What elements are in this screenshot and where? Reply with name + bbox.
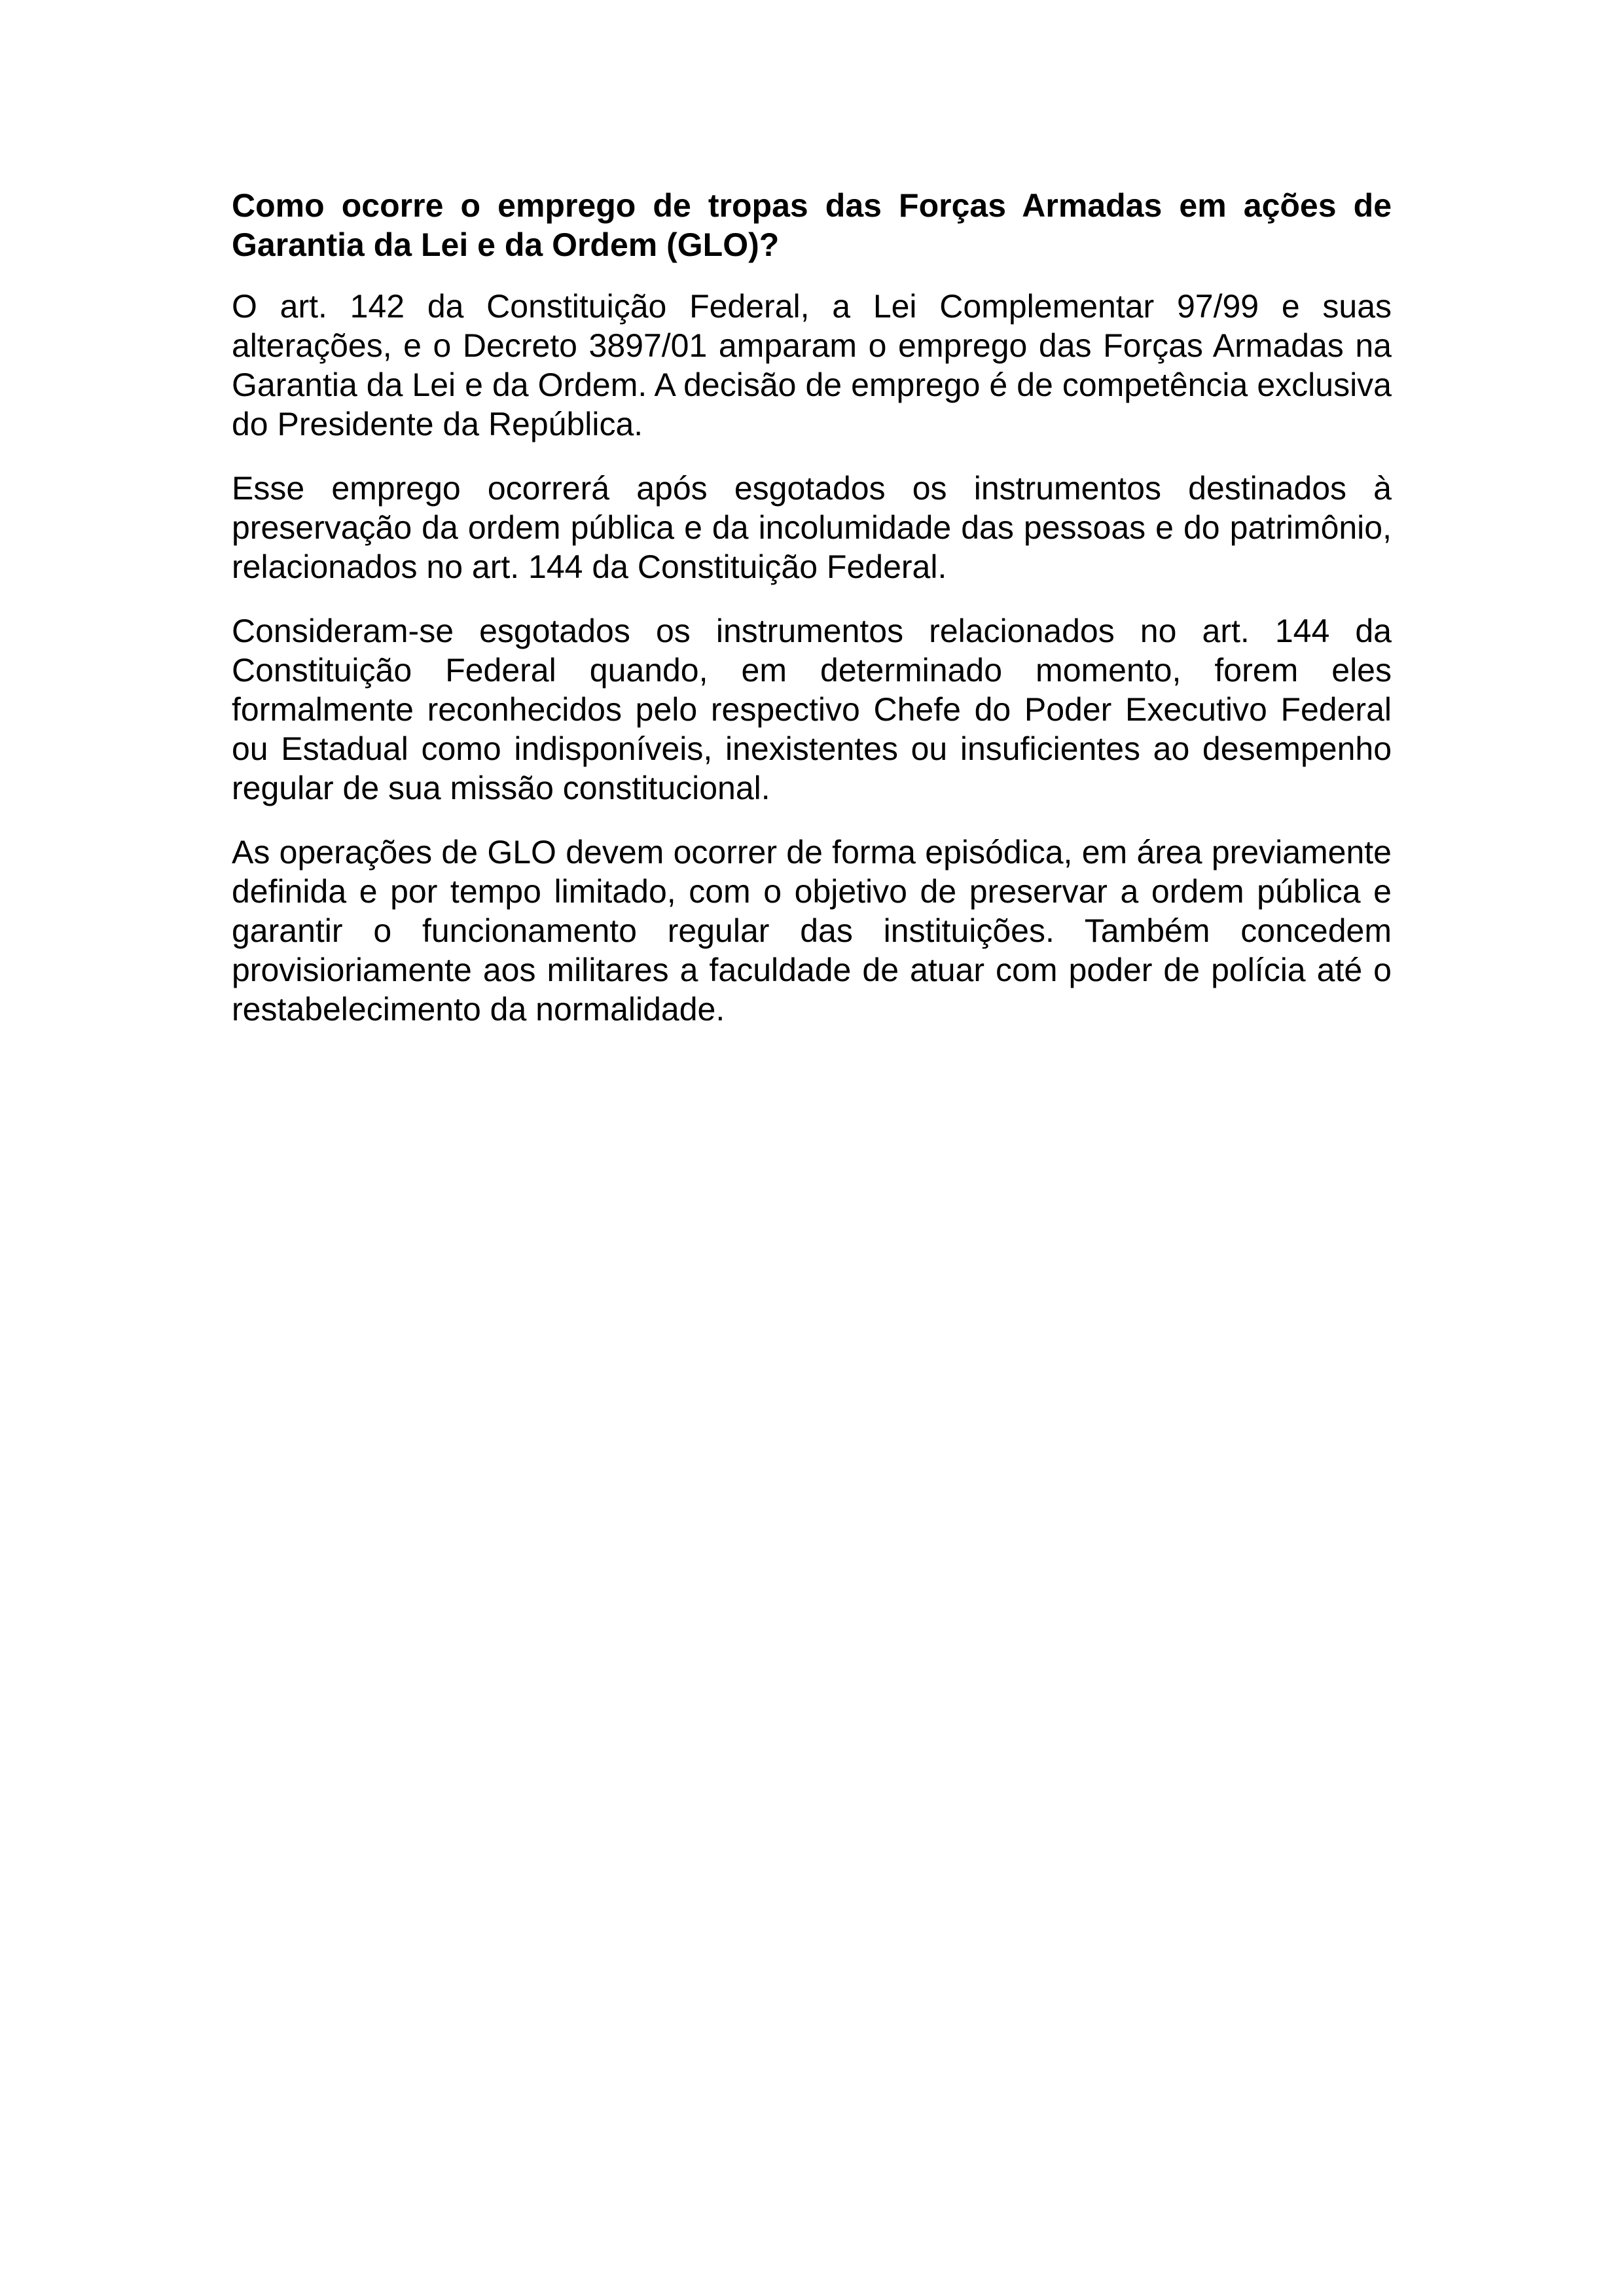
paragraph-legal-basis: O art. 142 da Constituição Federal, a Lei Complementar 97/99 e suas alterações, e o Decreto 3897/01 amparam o emprego das Forças Armadas na Garantia da Lei e da Ordem. A decisão de emprego é de competência exclusiva do Presidente da República. [232,288,1392,442]
paragraph-glo-operations: As operações de GLO devem ocorrer de forma episódica, em área previamente definida e por tempo limitado, com o objetivo de preservar a ordem pública e garantir o funcionamento regular das instituições. Também concedem provisioriamente aos militares a faculdade de atuar com poder de polícia até o restabelecimento da normalidade. [232,834,1392,1028]
paragraph-exhaustion-criteria: Consideram-se esgotados os instrumentos relacionados no art. 144 da Constituição Federal quando, em determinado momento, forem eles formalmente reconhecidos pelo respectivo Chefe do Poder Executivo Federal ou Estadual como indisponíveis, inexistentes ou insuficientes ao desempenho regular de sua missão constitucional. [232,613,1392,806]
document-content [232,186,1392,1054]
document-title: Como ocorre o emprego de tropas das Forças Armadas em ações de Garantia da Lei e da Ordem (GLO)? [232,187,1392,263]
paragraph-employment-condition: Esse emprego ocorrerá após esgotados os instrumentos destinados à preservação da ordem pública e da incolumidade das pessoas e do patrimônio, relacionados no art. 144 da Constituição Federal. [232,470,1392,585]
